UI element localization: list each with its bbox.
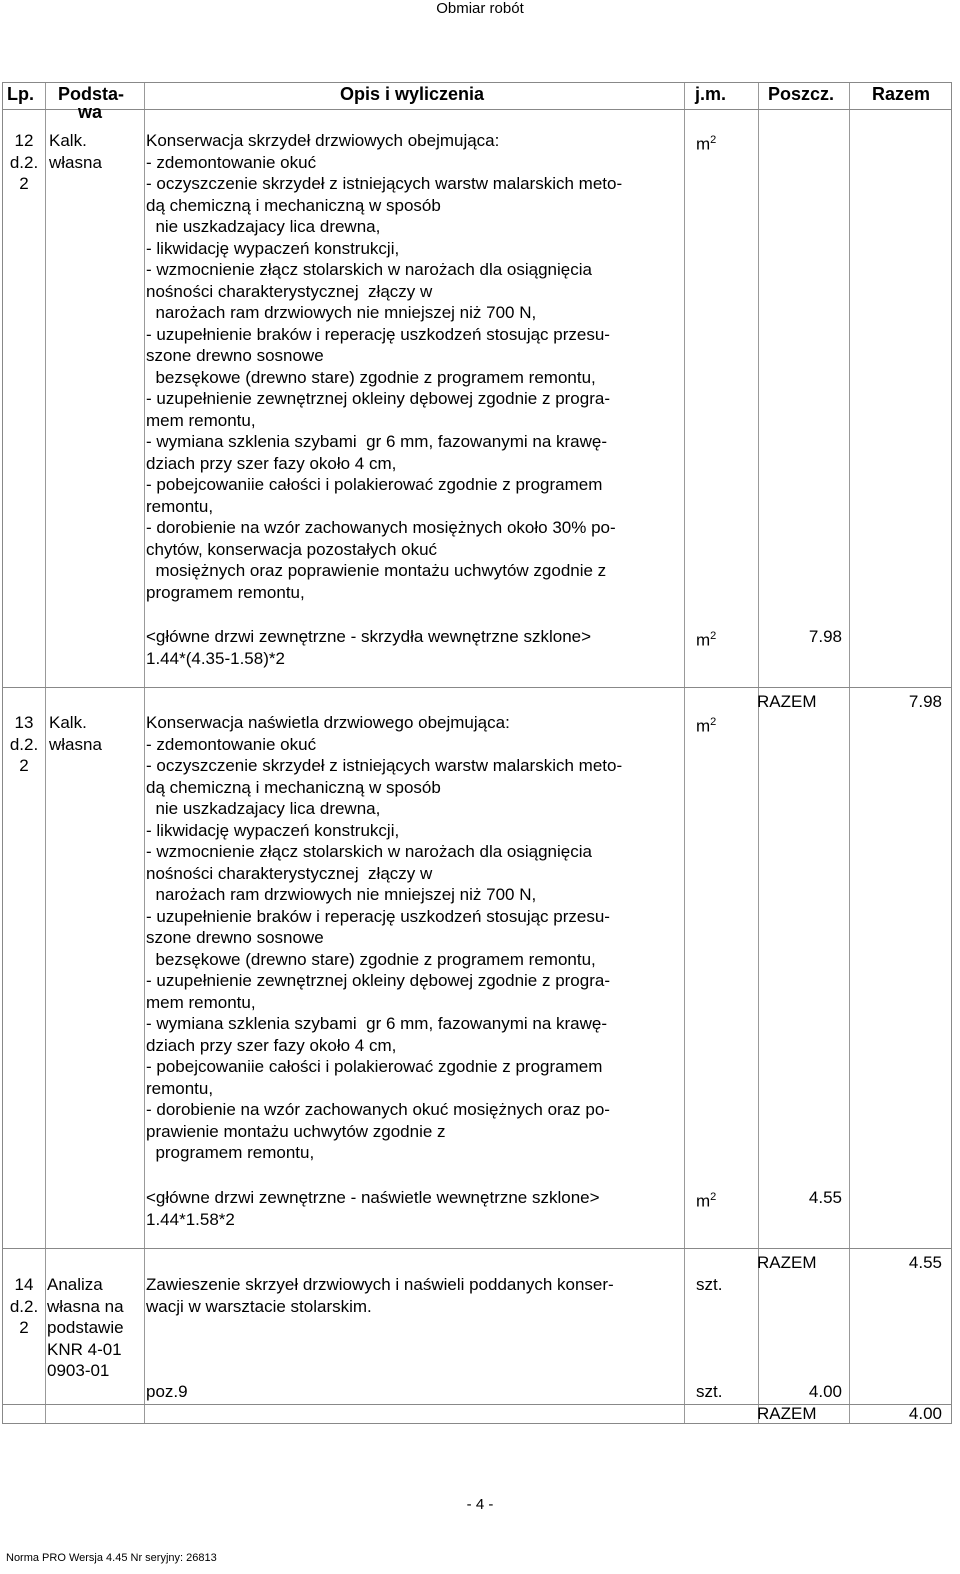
unit-exponent: 2 xyxy=(710,1191,717,1203)
header-podstawa-2: wa xyxy=(78,102,103,122)
calc-jm: szt. xyxy=(696,1382,723,1401)
razem-value: 4.00 xyxy=(908,1404,942,1423)
calc-jm: $m^2$ xyxy=(696,1191,717,1211)
column-divider xyxy=(684,83,685,1423)
razem-value: 7.98 xyxy=(908,692,942,711)
razem-label: RAZEM xyxy=(757,1253,817,1272)
unit-exponent: 2 xyxy=(710,630,717,642)
footer-text: Norma PRO Wersja 4.45 Nr seryjny: 26813 xyxy=(6,1552,217,1564)
page-title: Obmiar robót xyxy=(436,0,524,17)
item-lp: 13 d.2. 2 xyxy=(9,713,39,775)
header-divider xyxy=(3,109,951,110)
calc-value: 4.00 xyxy=(808,1382,842,1401)
calc-value: 7.98 xyxy=(808,627,842,646)
header-poszcz: Poszcz. xyxy=(768,84,835,104)
item-lp: 14 d.2. 2 xyxy=(9,1275,39,1337)
calc-formula: 1.44*(4.35-1.58)*2 xyxy=(146,649,285,668)
header-jm: j.m. xyxy=(695,84,727,104)
item-description: Zawieszenie skrzyeł drzwiowych i naświeli poddanych konser- wacji w warsztacie stolarskim. xyxy=(146,1275,614,1316)
item-description: Konserwacja skrzydeł drzwiowych obejmująca: - zdemontowanie okuć - oczyszczenie skrzydeł z istniejących warstw malarskich meto- dą chemiczną i mechaniczną w sposób nie uszkadzajacy lica drewna, - likwidację wypaczeń konstrukcji, - wzmocnienie złącz stolarskich w narożach dla osiągnięcia nośności charakterystycznej złączy w narożach ram drzwiowych nie mniejszej niż 700 N, - uzupełnienie braków i reperację uszkodzeń stosując przesu- szone drewno sosnowe bezsękowe (drewno stare) zgodnie z programem remontu, - uzupełnienie zewnętrznej okleiny dębowej zgodnie z progra- mem remontu, - wymiana szklenia szybami gr 6 mm, fazowanymi na krawę- dziach przy szer fazy około 4 cm, - pobejcowaniie całości i polakierować zgodnie z programem remontu, - dorobienie na wzór zachowanych mosiężnych około 30% po- chytów, konserwacja pozostałych okuć mosiężnych oraz poprawienie montażu uchwytów zgodnie z programem remontu, xyxy=(146,131,623,602)
item-jm: $m^2$ xyxy=(696,134,717,154)
item-podstawa: Kalk. własna xyxy=(49,131,102,172)
column-divider xyxy=(758,83,759,1423)
calc-label: <główne drzwi zewnętrzne - skrzydła wewnętrzne szklone> xyxy=(146,627,592,646)
calc-label: <główne drzwi zewnętrzne - naświetle wewnętrzne szklone> xyxy=(146,1188,600,1207)
header-lp: Lp. xyxy=(7,84,34,104)
unit-exponent: 2 xyxy=(710,134,717,146)
row-divider xyxy=(3,1248,951,1249)
calc-value: 4.55 xyxy=(808,1188,842,1207)
item-jm: szt. xyxy=(696,1275,723,1294)
item-podstawa: Analiza własna na podstawie KNR 4-01 0903-01 xyxy=(47,1275,124,1380)
page-number: - 4 - xyxy=(466,1496,494,1513)
column-divider xyxy=(45,83,46,1423)
row-divider xyxy=(3,687,951,688)
unit-exponent: 2 xyxy=(710,716,717,728)
column-divider xyxy=(144,83,145,1423)
item-jm: $m^2$ xyxy=(696,716,717,736)
calc-label: poz.9 xyxy=(146,1382,188,1401)
item-description: Konserwacja naświetla drzwiowego obejmująca: - zdemontowanie okuć - oczyszczenie skrzydeł z istniejących warstw malarskich meto- dą chemiczną i mechaniczną w sposób nie uszkadzajacy lica drewna, - likwidację wypaczeń konstrukcji, - wzmocnienie złącz stolarskich w narożach dla osiągnięcia nośności charakterystycznej złączy w narożach ram drzwiowych nie mniejszej niż 700 N, - uzupełnienie braków i reperację uszkodzeń stosując przesu- szone drewno sosnowe bezsękowe (drewno stare) zgodnie z programem remontu, - uzupełnienie zewnętrznej okleiny dębowej zgodnie z progra- mem remontu, - wymiana szklenia szybami gr 6 mm, fazowanymi na krawę- dziach przy szer fazy około 4 cm, - pobejcowaniie całości i polakierować zgodnie z programem remontu, - dorobienie na wzór zachowanych okuć mosiężnych oraz po- prawienie montażu uchwytów zgodnie z programem remontu, xyxy=(146,713,623,1162)
item-lp: 12 d.2. 2 xyxy=(9,131,39,193)
razem-label: RAZEM xyxy=(757,692,817,711)
item-podstawa: Kalk. własna xyxy=(49,713,102,754)
razem-value: 4.55 xyxy=(908,1253,942,1272)
header-opis: Opis i wyliczenia xyxy=(340,84,485,104)
header-podstawa: Podsta- xyxy=(58,84,125,104)
header-razem: Razem xyxy=(872,84,931,104)
calc-jm: $m^2$ xyxy=(696,630,717,650)
razem-label: RAZEM xyxy=(757,1404,817,1423)
column-divider xyxy=(849,83,850,1423)
calc-formula: 1.44*1.58*2 xyxy=(146,1210,235,1229)
